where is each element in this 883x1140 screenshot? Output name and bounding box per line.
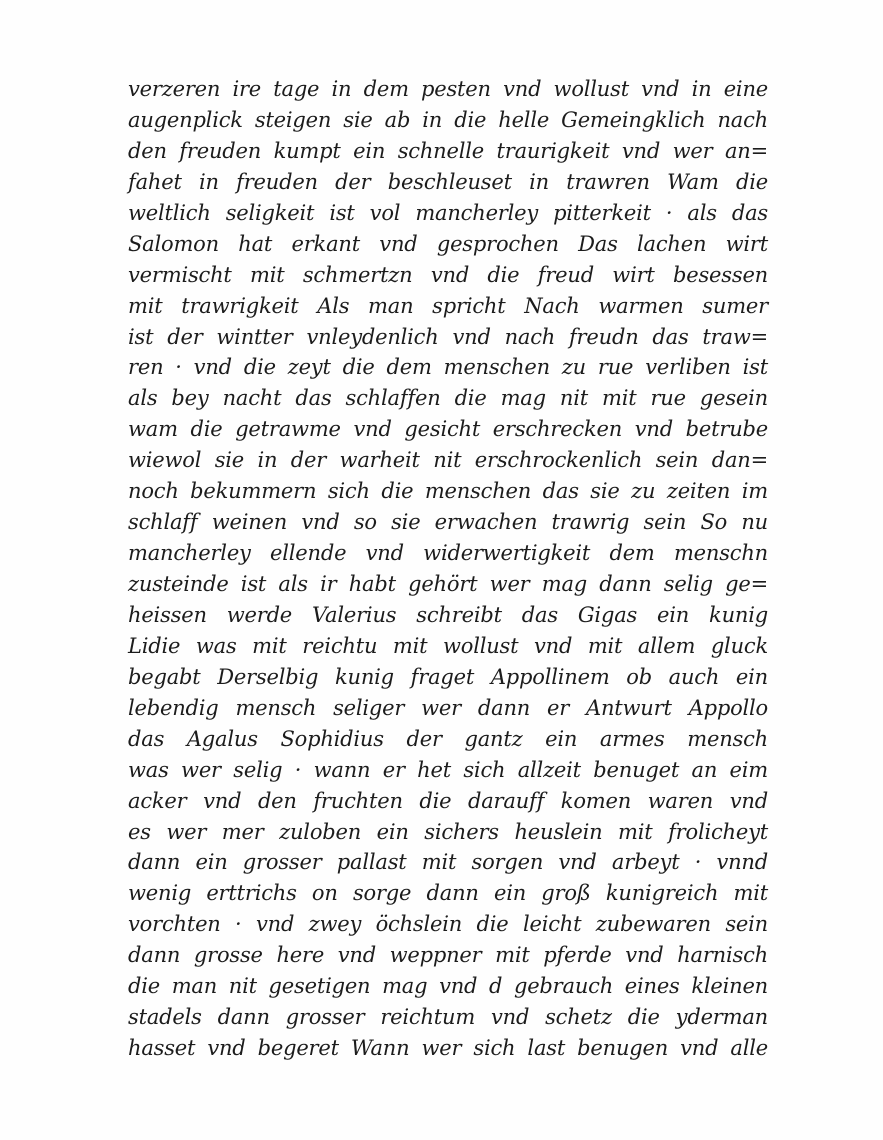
text-line: lebendig mensch seliger wer dann er Antwurt Appollo (128, 695, 768, 720)
text-line: augenplick steigen sie ab in die helle Gemeingklich nach (128, 107, 768, 132)
text-line: hasset vnd begeret Wann wer sich last benugen vnd alle (128, 1036, 768, 1061)
text-line: acker vnd den fruchten die darauff komen waren vnd (128, 788, 768, 813)
text-line: begabt Derselbig kunig fraget Appollinem ob auch ein (128, 664, 768, 689)
text-line: Salomon hat erkant vnd gesprochen Das lachen wirt (128, 231, 768, 256)
text-line: die man nit gesetigen mag vnd d gebrauch eines kleinen (128, 974, 768, 999)
text-line: weltlich seligkeit ist vol mancherley pitterkeit · als das (128, 200, 768, 225)
text-line: fahet in freuden der beschleuset in trawren Wam die (128, 169, 768, 194)
text-line: Lidie was mit reichtu mit wollust vnd mit allem gluck (128, 633, 768, 658)
text-line: das Agalus Sophidius der gantz ein armes mensch (128, 726, 768, 751)
text-line: dann grosse here vnd weppner mit pferde vnd harnisch (128, 943, 768, 968)
text-line: wenig erttrichs on sorge dann ein groß kunigreich mit (128, 881, 768, 906)
text-line: mit trawrigkeit Als man spricht Nach warmen sumer (128, 293, 768, 318)
text-line: stadels dann grosser reichtum vnd schetz die yderman (128, 1005, 768, 1030)
text-line: dann ein grosser pallast mit sorgen vnd arbeyt · vnnd (128, 850, 768, 875)
text-line: ist der wintter vnleydenlich vnd nach freudn das traw= (128, 324, 768, 349)
text-line: verzeren ire tage in dem pesten vnd wollust vnd in eine (128, 77, 768, 101)
text-line: vorchten · vnd zwey öchslein die leicht zubewaren sein (128, 912, 768, 937)
text-line: schlaff weinen vnd so sie erwachen trawrig sein So nu (128, 510, 768, 535)
text-line: wam die getrawme vnd gesicht erschrecken vnd betrube (128, 417, 768, 442)
text-line: zusteinde ist als ir habt gehört wer mag dann selig ge= (128, 572, 768, 596)
text-block (128, 74, 768, 1064)
text-line: ren · vnd die zeyt die dem menschen zu rue verliben ist (128, 355, 768, 380)
text-line: heissen werde Valerius schreibt das Gigas ein kunig (128, 602, 768, 627)
text-line: was wer selig · wann er het sich allzeit benuget an eim (128, 757, 768, 782)
text-line: vermischt mit schmertzn vnd die freud wirt besessen (128, 262, 768, 287)
text-line: den freuden kumpt ein schnelle traurigkeit vnd wer an= (128, 138, 768, 163)
text-line: wiewol sie in der warheit nit erschrockenlich sein dan= (128, 448, 768, 473)
text-line: noch bekummern sich die menschen das sie zu zeiten im (128, 479, 768, 504)
text-line: mancherley ellende vnd widerwertigkeit dem menschn (128, 541, 768, 566)
text-line: als bey nacht das schlaffen die mag nit mit rue gesein (128, 386, 768, 411)
text-line: es wer mer zuloben ein sichers heuslein mit frolicheyt (128, 819, 768, 844)
